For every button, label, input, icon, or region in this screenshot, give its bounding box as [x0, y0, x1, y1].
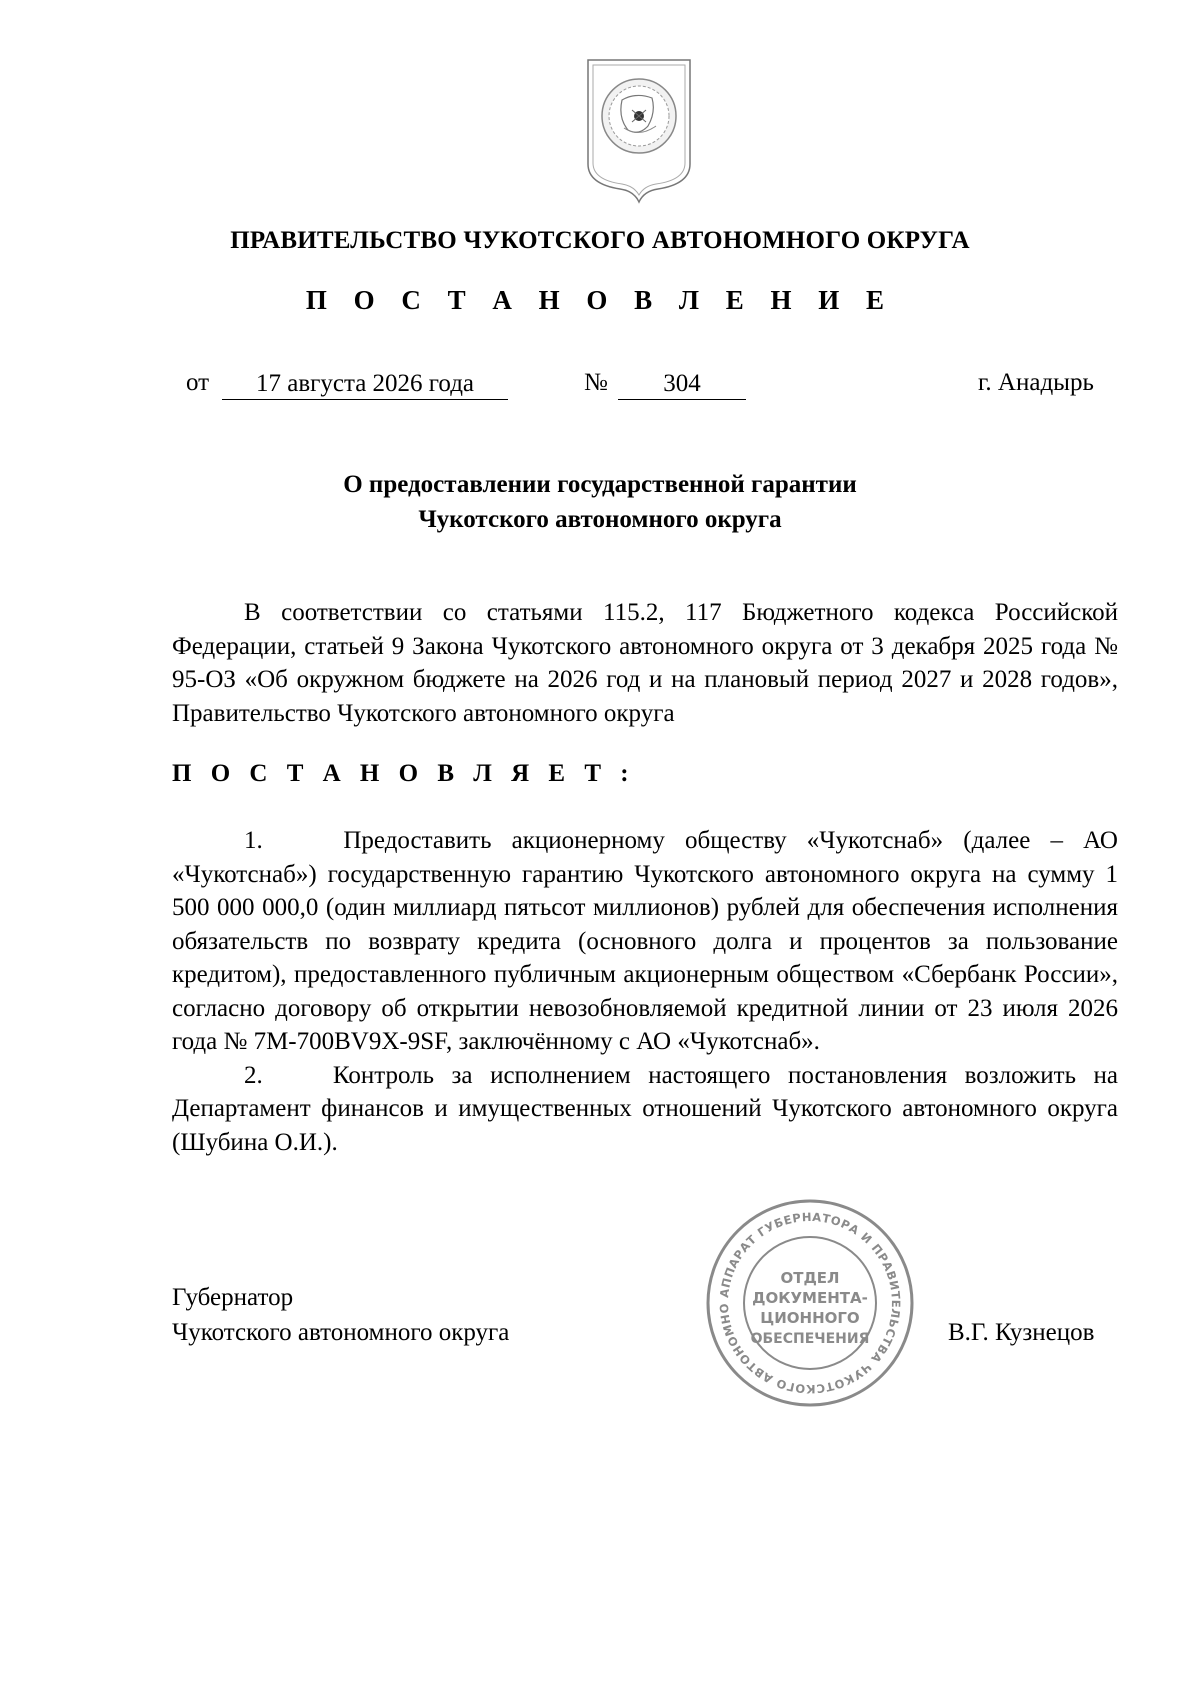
decree-word: П О С Т А Н О В Л Я Е Т : — [172, 760, 636, 787]
decree-item-1: 1. Предоставить акционерному обществу «Чукотснаб» (далее – АО «Чукотснаб») государственную гарантию Чукотского автономного округа на сумму 1 500 000 000,0 (один миллиард пятьсот миллионов) рублей для обеспечения исполнения обязательств по возврату кредита (основного долга и процентов за пользование кредитом), предоставленного публичным акционерным обществом «Сбербанк России», согласно договору об открытии невозобновляемой кредитной линии от 23 июля 2026 года № 7М-700BV9X-9SF, заключённому с АО «Чукотснаб». — [172, 827, 1118, 1055]
coat-of-arms-emblem — [584, 56, 694, 206]
stamp-center-line-3: ЦИОННОГО — [760, 1309, 860, 1327]
document-type: П О С Т А Н О В Л Е Н И Е — [305, 285, 895, 315]
number-prefix: № — [584, 369, 608, 396]
signatory-title-line-1: Губернатор — [172, 1284, 294, 1311]
document-city: г. Анадырь — [978, 369, 1094, 396]
document-date-value: 17 августа 2026 года — [222, 369, 508, 400]
signatory-title-line-2: Чукотского автономного округа — [172, 1319, 510, 1346]
stamp-ring-text: АППАРАТ ГУБЕРНАТОРА И ПРАВИТЕЛЬСТВА ЧУКОТСКОГО АВТОНОМНО — [716, 1209, 904, 1397]
document-subject — [0, 467, 1200, 537]
preamble-text: В соответствии со статьями 115.2, 117 Бюджетного кодекса Российской Федерации, статьей 9 Закона Чукотского автономного округа от 3 декабря 2025 года № 95-ОЗ «Об окружном бюджете на 2026 год и на плановый период 2027 и 2028 годов», Правительство Чукотского автономного округа — [172, 599, 1118, 727]
document-number-value: 304 — [618, 369, 746, 400]
subject-line-2: Чукотского автономного округа — [418, 506, 782, 533]
signatory-name: В.Г. Кузнецов — [948, 1319, 1095, 1346]
date-prefix: от — [186, 369, 210, 396]
document-date — [222, 369, 508, 400]
decree-items — [172, 824, 1118, 1159]
stamp-center-line-4: ОБЕСПЕЧЕНИЯ — [750, 1331, 870, 1347]
subject-line-1: О предоставлении государственной гарантии — [343, 471, 857, 498]
official-stamp — [704, 1197, 916, 1409]
stamp-center-line-1: ОТДЕЛ — [780, 1269, 840, 1287]
government-name: ПРАВИТЕЛЬСТВО ЧУКОТСКОГО АВТОНОМНОГО ОКРУГА — [230, 227, 970, 254]
preamble — [172, 596, 1118, 730]
document-number — [618, 369, 746, 400]
decree-item-2: 2. Контроль за исполнением настоящего постановления возложить на Департамент финансов и имущественных отношений Чукотского автономного округа (Шубина О.И.). — [172, 1061, 1118, 1156]
stamp-center-line-2: ДОКУМЕНТА- — [752, 1289, 868, 1307]
signatory-title — [172, 1280, 509, 1350]
